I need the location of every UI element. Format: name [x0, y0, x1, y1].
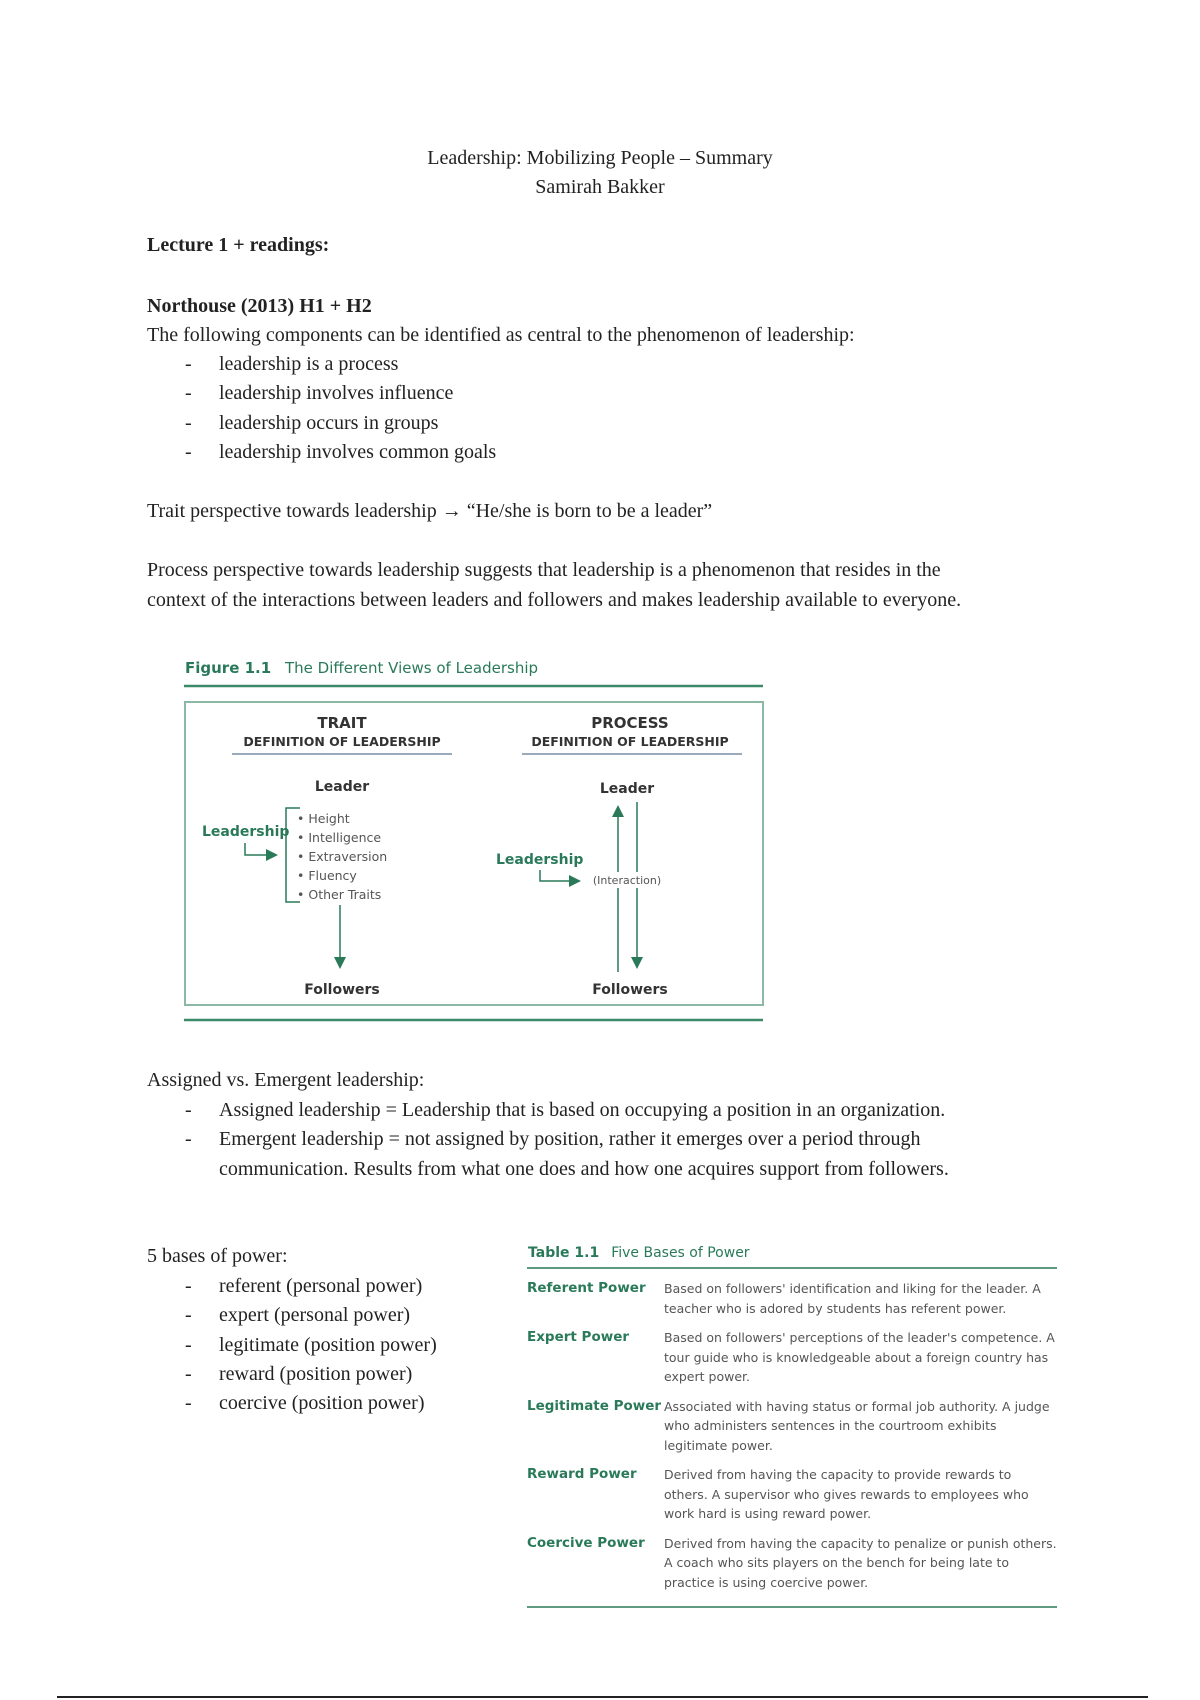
- list-item: reward (position power): [219, 1363, 413, 1385]
- process-interaction: (Interaction): [592, 874, 662, 887]
- figure-views-of-leadership: [180, 650, 770, 1030]
- list-item: leadership involves common goals: [219, 441, 497, 463]
- trait-heading: TRAIT: [317, 714, 367, 732]
- northouse-heading: Northouse (2013) H1 + H2: [147, 295, 372, 317]
- list-item: expert (personal power): [219, 1304, 411, 1326]
- northouse-intro: The following components can be identified as central to the phenomenon of leadership:: [147, 324, 855, 346]
- list-item: leadership is a process: [219, 353, 399, 375]
- figure-title: The Different Views of Leadership: [285, 659, 539, 677]
- table-row: Reward Power Derived from having the capacity to provide rewards to others. A supervisor who gives rewards to employees who work hard is using reward power.: [527, 1466, 1029, 1521]
- figure-label: Figure 1.1: [185, 659, 272, 677]
- table-five-bases-of-power: [527, 1245, 1057, 1618]
- list-item: leadership involves influence: [219, 382, 454, 404]
- lecture-heading: Lecture 1 + readings:: [147, 234, 330, 256]
- process-perspective-line1: Process perspective towards leadership suggests that leadership is a phenomenon that resides in the: [147, 559, 941, 581]
- bases-heading: 5 bases of power:: [147, 1245, 288, 1267]
- table-row: Legitimate Power Associated with having status or formal job authority. A judge who administers sentences in the courtroom exhibits legitimate power.: [527, 1397, 1050, 1453]
- document-title: Leadership: Mobilizing People – Summary: [427, 147, 773, 169]
- process-leader: Leader: [599, 781, 655, 797]
- process-followers: Followers: [592, 982, 668, 998]
- document-author: Samirah Bakker: [535, 176, 665, 198]
- trait-item: • Other Traits: [297, 887, 382, 902]
- list-item: Emergent leadership = not assigned by position, rather it emerges over a period through: [219, 1128, 921, 1150]
- list-item: referent (personal power): [219, 1275, 423, 1297]
- table-row: Coercive Power Derived from having the capacity to penalize or punish others. A coach who sits players on the bench for being late to practice is using coercive power.: [527, 1534, 1057, 1590]
- process-leadership: Leadership: [496, 852, 584, 868]
- trait-item: • Fluency: [297, 868, 357, 883]
- table-row: Expert Power Based on followers' perceptions of the leader's competence. A tour guide who is knowledgeable about a foreign country has expert power.: [527, 1329, 1055, 1384]
- process-perspective-line2: context of the interactions between leaders and followers and makes leadership available to everyone.: [147, 589, 962, 611]
- list-item: leadership occurs in groups: [219, 412, 439, 434]
- document-page: Leadership: Mobilizing People – Summary Samirah Bakker Lecture 1 + readings: Northouse (2013) H1 + H2 The following components can be identified as central to the phenomenon of leadership: - leadership is a process - leadership involves influence - leadership occurs in groups - leadership involves common goals Trait perspective towards leadership → “He/she is born to be a leader” Process perspective towards leadership suggests that leadership is a phenomenon that resides in the context of the interactions between leaders and followers and makes leadership available to everyone. Figure 1.1 The Different Views of Leadership TRAIT DEFINITION OF LEADERSHIP Leader Leadership • Height • Intelligence • Extraversion • Fluency • Other Traits Followers PROCESS DEFINITION OF LEADERSHIP Leader (Interaction) Leadership Followers Assigned vs. Emergent leadership: - Assigned leadership = Leadership that is based on occupying a position in an organization. - Emergent leadership = not assigned by position, rather it emerges over a period through communication. Results from what one does and how one acquires support from followers. 5 bases of power: - referent (personal power) - expert (personal power) - legitimate (position power) - reward (position power) - coercive (position power) Table 1.1 Five Bases of Power Referent Power Based on followers' identification and liking for the leader. A teacher who is adored by students has referent power. Expert Power Based on followers' perceptions of the leader's competence. A tour guide who is knowledgeable about a foreign country has expert power. Legitimate Power Associated with having status or formal job authority. A judge who administers sentences in the courtroom exhibits legitimate power. Reward Power Derived from having the capacity to provide rewards to others. A supervisor who gives rewards to employees who work hard is using reward power. Coercive Power Derived from having the capacity to penalize or punish others. A coach who sits players on the bench for being late to practice is using coercive power.: [0, 0, 1200, 1700]
- trait-leadership: Leadership: [202, 824, 290, 840]
- table-row: Referent Power Based on followers' identification and liking for the leader. A teacher who is adored by students has referent power.: [527, 1280, 1041, 1316]
- list-item: legitimate (position power): [219, 1334, 437, 1356]
- trait-item: • Intelligence: [297, 830, 382, 845]
- table-caption: Table 1.1 Five Bases of Power: [528, 1245, 750, 1261]
- list-item: Assigned leadership = Leadership that is based on occupying a position in an organization.: [219, 1099, 946, 1121]
- process-heading: PROCESS: [591, 714, 669, 732]
- list-item: coercive (position power): [219, 1392, 425, 1414]
- trait-leader: Leader: [314, 779, 370, 795]
- process-subheading: DEFINITION OF LEADERSHIP: [531, 734, 729, 749]
- trait-item: • Extraversion: [297, 849, 388, 864]
- trait-followers: Followers: [304, 982, 380, 998]
- trait-item: • Height: [297, 811, 350, 826]
- process-arrow: [540, 870, 578, 881]
- trait-arrow: [245, 843, 275, 855]
- page-bottom-rule: [57, 1696, 1148, 1698]
- trait-subheading: DEFINITION OF LEADERSHIP: [243, 734, 441, 749]
- trait-perspective: Trait perspective towards leadership → “He/she is born to be a leader”: [147, 500, 713, 522]
- assigned-heading: Assigned vs. Emergent leadership:: [147, 1069, 425, 1091]
- list-item-continuation: communication. Results from what one does and how one acquires support from followers.: [219, 1158, 949, 1180]
